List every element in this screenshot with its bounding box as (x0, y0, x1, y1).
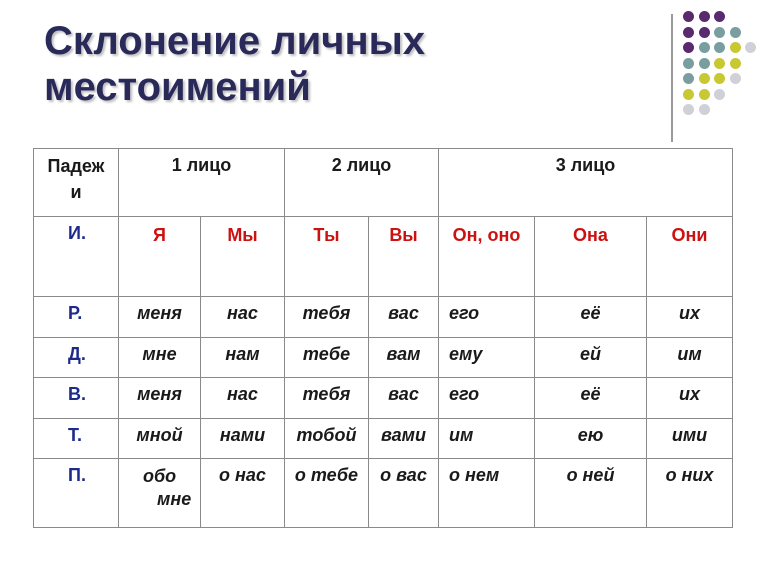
decorative-dot (745, 42, 756, 53)
decorative-dot (730, 58, 741, 69)
pronoun-cell: Мы (201, 217, 285, 297)
header-second-person: 2 лицо (285, 149, 439, 217)
decorative-dot (683, 89, 694, 100)
decorative-dot (683, 104, 694, 115)
pronoun-cell: нас (201, 297, 285, 338)
decorative-dot (699, 89, 710, 100)
row-instrumental (34, 419, 733, 459)
pronoun-cell: ей (535, 338, 647, 378)
pronoun-cell: о ней (535, 459, 647, 528)
case-label: Р. (34, 297, 119, 338)
pronoun-cell: о нем (439, 459, 535, 528)
decorative-dot (714, 73, 725, 84)
pronoun-cell: ею (535, 419, 647, 459)
decorative-dot (699, 27, 710, 38)
decorative-dot (699, 104, 710, 115)
pronoun-cell: тобой (285, 419, 369, 459)
row-prepositional (34, 459, 733, 528)
decorative-dot (699, 42, 710, 53)
pronoun-cell: вам (369, 338, 439, 378)
pronoun-declension-table (33, 148, 733, 528)
pronoun-cell: Ты (285, 217, 369, 297)
decorative-dot (730, 73, 741, 84)
case-label: И. (34, 217, 119, 297)
case-label: Т. (34, 419, 119, 459)
decorative-dot (683, 58, 694, 69)
pronoun-cell: Я (119, 217, 201, 297)
pronoun-cell: нас (201, 378, 285, 419)
decorative-dot (714, 58, 725, 69)
pronoun-cell: Они (647, 217, 733, 297)
pronoun-cell: ему (439, 338, 535, 378)
pronoun-cell: их (647, 297, 733, 338)
pronoun-cell: их (647, 378, 733, 419)
pronoun-cell: меня (119, 297, 201, 338)
case-label: В. (34, 378, 119, 419)
decorative-dot-grid (683, 11, 763, 131)
pronoun-cell: мне (119, 338, 201, 378)
case-column-header: Падеж и (34, 149, 119, 217)
pronoun-cell: им (439, 419, 535, 459)
decorative-dot (714, 11, 725, 22)
header-row (34, 149, 733, 217)
row-nominative (34, 217, 733, 297)
decorative-dot (714, 27, 725, 38)
pronoun-cell: её (535, 297, 647, 338)
row-accusative (34, 378, 733, 419)
case-label: П. (34, 459, 119, 528)
pronoun-cell: Он, оно (439, 217, 535, 297)
pronoun-cell: о нас (201, 459, 285, 528)
pronoun-cell: вас (369, 378, 439, 419)
pronoun-cell: обо мне (119, 459, 201, 528)
pronoun-cell: меня (119, 378, 201, 419)
decorative-dot (699, 58, 710, 69)
pronoun-cell: тебе (285, 338, 369, 378)
pronoun-cell: нам (201, 338, 285, 378)
decorative-dot (699, 73, 710, 84)
decorative-dot (683, 73, 694, 84)
title-line-2: местоимений (44, 65, 311, 109)
pronoun-cell: ими (647, 419, 733, 459)
pronoun-cell: его (439, 297, 535, 338)
pronoun-cell: о тебе (285, 459, 369, 528)
row-genitive (34, 297, 733, 338)
pronoun-cell: Вы (369, 217, 439, 297)
pronoun-cell: вами (369, 419, 439, 459)
decorative-dot (683, 42, 694, 53)
decorative-dot (683, 11, 694, 22)
pronoun-cell: её (535, 378, 647, 419)
header-third-person: 3 лицо (439, 149, 733, 217)
pronoun-cell: тебя (285, 378, 369, 419)
decorative-dot (714, 89, 725, 100)
pronoun-cell: о вас (369, 459, 439, 528)
slide-title (44, 18, 604, 110)
pronoun-cell: его (439, 378, 535, 419)
decorative-dot (730, 27, 741, 38)
pronoun-cell: тебя (285, 297, 369, 338)
decorative-dot (714, 42, 725, 53)
row-dative (34, 338, 733, 378)
decorative-dot (699, 11, 710, 22)
pronoun-cell: нами (201, 419, 285, 459)
header-first-person: 1 лицо (119, 149, 285, 217)
title-line-1: Склонение личных (44, 19, 426, 63)
pronoun-cell: вас (369, 297, 439, 338)
pronoun-cell: им (647, 338, 733, 378)
pronoun-cell: мной (119, 419, 201, 459)
pronoun-cell: о них (647, 459, 733, 528)
decorative-dot (683, 27, 694, 38)
case-label: Д. (34, 338, 119, 378)
decorative-divider (671, 14, 673, 142)
pronoun-cell: Она (535, 217, 647, 297)
decorative-dot (730, 42, 741, 53)
